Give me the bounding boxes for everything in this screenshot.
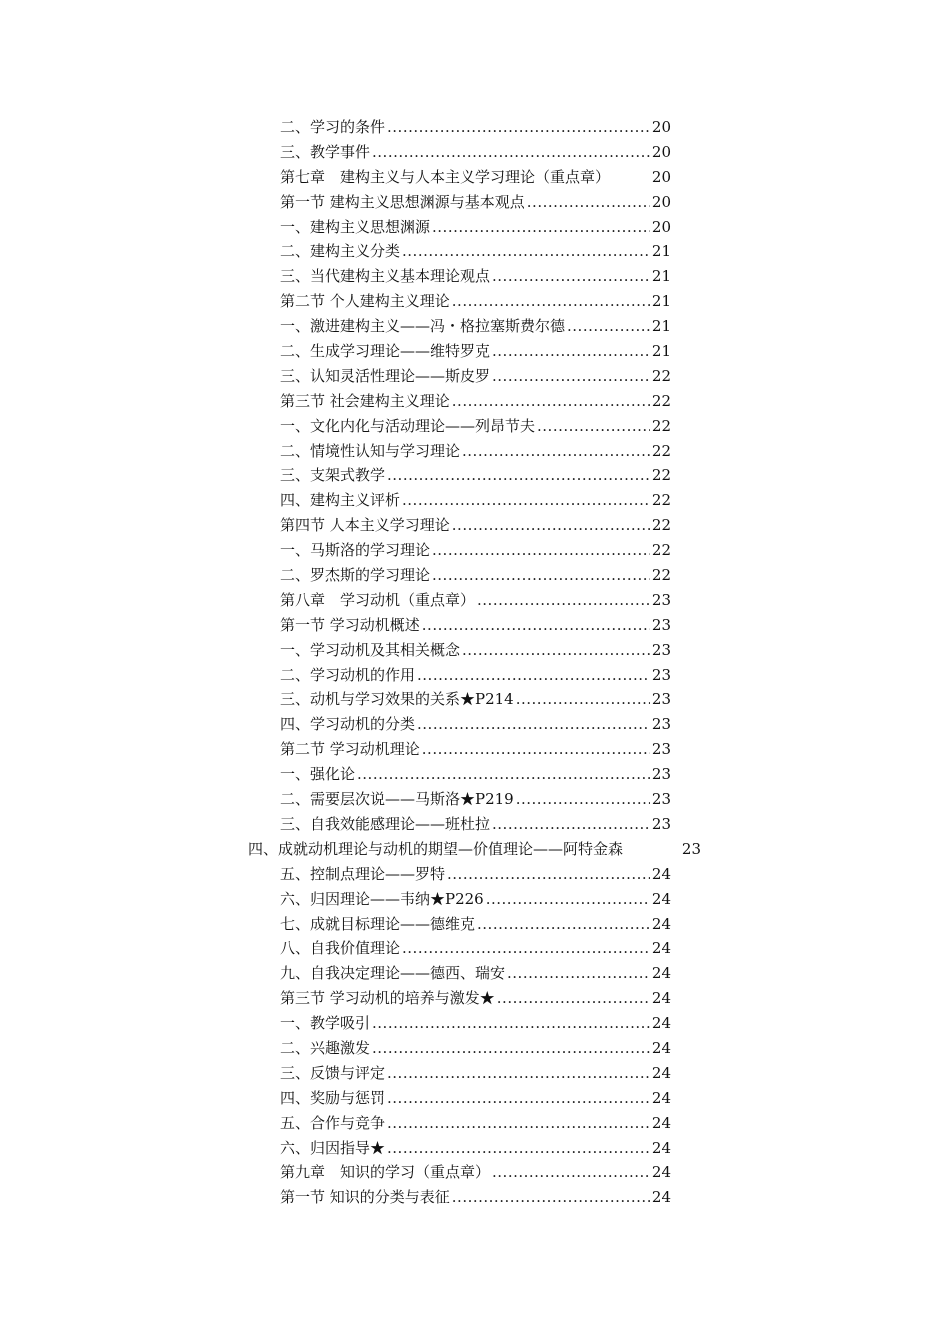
toc-entry-title: 九、自我决定理论——德西、瑞安: [280, 964, 506, 983]
toc-leader-dots: [486, 887, 650, 912]
toc-entry-page: 22: [651, 516, 671, 535]
toc-row: [0, 463, 950, 488]
toc-entry-page: 22: [651, 366, 671, 385]
table-of-contents: [0, 115, 950, 1210]
toc-entry-title: 二、需要层次说——马斯洛★P219: [280, 790, 514, 809]
toc-entry-page: 23: [651, 640, 671, 659]
toc-entry-title: 四、学习动机的分类: [280, 715, 416, 734]
toc-entry-title: 二、情境性认知与学习理论: [280, 441, 461, 460]
toc-leader-dots: [492, 812, 650, 837]
toc-entry-section[interactable]: [280, 737, 671, 762]
toc-entry-title: 第二节 个人建构主义理论: [280, 292, 450, 311]
toc-leader-dots: [417, 663, 650, 688]
toc-row: [0, 264, 950, 289]
toc-entry-title: 一、学习动机及其相关概念: [280, 640, 461, 659]
toc-row: [0, 1061, 950, 1086]
toc-entry-title: 六、归因指导★: [280, 1138, 386, 1157]
toc-entry-page: 24: [651, 914, 671, 933]
toc-entry-title: 二、生成学习理论——维特罗克: [280, 342, 491, 361]
toc-entry-page: 23: [651, 790, 671, 809]
toc-row: [0, 538, 950, 563]
toc-entry[interactable]: [280, 712, 671, 737]
toc-row: [0, 1036, 950, 1061]
toc-row: [0, 912, 950, 937]
toc-entry[interactable]: [280, 1011, 671, 1036]
toc-entry-title: 一、强化论: [280, 765, 356, 784]
toc-entry-page: 24: [651, 1188, 671, 1207]
toc-entry[interactable]: [280, 912, 671, 937]
toc-entry[interactable]: [280, 862, 671, 887]
toc-entry-page: 21: [651, 292, 671, 311]
toc-leader-dots: [462, 439, 650, 464]
toc-leader-dots: [432, 563, 650, 588]
toc-entry-title: 二、学习的条件: [280, 118, 386, 136]
toc-leader-dots: [432, 215, 650, 240]
toc-entry-page: 23: [681, 839, 701, 858]
toc-entry-title: 六、归因理论——韦纳★P226: [280, 889, 484, 908]
toc-entry-page: 20: [651, 217, 671, 236]
toc-row: [0, 488, 950, 513]
toc-entry[interactable]: [280, 538, 671, 563]
toc-entry-title: 七、成就目标理论——德维克: [280, 914, 476, 933]
toc-leader-dots: [452, 389, 650, 414]
toc-row: [0, 712, 950, 737]
toc-entry-page: 24: [651, 1014, 671, 1033]
toc-entry-page: 20: [651, 118, 671, 136]
toc-entry-title: 二、兴趣激发: [280, 1038, 371, 1057]
toc-entry[interactable]: [280, 563, 671, 588]
toc-leader-dots: [462, 638, 650, 663]
toc-entry-title: 四、建构主义评析: [280, 491, 401, 510]
toc-entry-title: 第四节 人本主义学习理论: [280, 516, 450, 535]
toc-leader-dots: [372, 1036, 650, 1061]
toc-entry-page: 24: [651, 939, 671, 958]
toc-entry-title: 第八章 学习动机（重点章）: [280, 590, 476, 609]
toc-entry-title: 一、文化内化与活动理论——列昂节夫: [280, 416, 536, 435]
toc-entry[interactable]: [280, 488, 671, 513]
toc-entry-page: 24: [651, 1088, 671, 1107]
toc-entry[interactable]: [280, 961, 671, 986]
toc-entry-page: 24: [651, 1063, 671, 1082]
toc-entry-title: 八、自我价值理论: [280, 939, 401, 958]
toc-entry[interactable]: [280, 239, 671, 264]
toc-entry-title: 三、动机与学习效果的关系★P214: [280, 690, 514, 709]
toc-entry-page: 24: [651, 1038, 671, 1057]
toc-entry-page: 22: [651, 466, 671, 485]
toc-leader-dots: [402, 488, 650, 513]
toc-leader-dots: [387, 1111, 650, 1136]
toc-leader-dots: [387, 1061, 650, 1086]
toc-entry-page: 23: [651, 690, 671, 709]
toc-entry[interactable]: [280, 936, 671, 961]
toc-entry-page: 24: [651, 1113, 671, 1132]
toc-leader-dots: [516, 687, 650, 712]
toc-entry-title: 四、成就动机理论与动机的期望—价值理论——阿特金森: [248, 839, 624, 858]
toc-entry-title: 第一节 知识的分类与表征: [280, 1188, 450, 1207]
toc-entry-page: 22: [651, 541, 671, 560]
toc-row: [0, 239, 950, 264]
toc-entry-title: 第一节 建构主义思想渊源与基本观点: [280, 192, 525, 211]
toc-entry[interactable]: [280, 140, 671, 165]
toc-leader-dots: [507, 961, 650, 986]
toc-row: [0, 563, 950, 588]
toc-row: [0, 613, 950, 638]
toc-entry-page: 22: [651, 491, 671, 510]
toc-row: [0, 513, 950, 538]
toc-entry[interactable]: [280, 1036, 671, 1061]
toc-entry-page: 23: [651, 590, 671, 609]
toc-entry[interactable]: [280, 439, 671, 464]
toc-entry[interactable]: [280, 1136, 671, 1161]
toc-leader-dots: [387, 115, 650, 140]
toc-entry[interactable]: [280, 314, 671, 339]
toc-row: [0, 314, 950, 339]
toc-entry-page: 23: [651, 665, 671, 684]
toc-entry-page: 21: [651, 267, 671, 286]
toc-entry[interactable]: [280, 115, 671, 140]
toc-entry-section[interactable]: [280, 986, 671, 1011]
toc-entry-page: 22: [651, 441, 671, 460]
toc-row: [0, 1160, 950, 1185]
toc-row: [0, 190, 950, 215]
toc-entry-title: 二、学习动机的作用: [280, 665, 416, 684]
toc-row: [0, 961, 950, 986]
toc-entry[interactable]: [280, 663, 671, 688]
toc-entry-title: 三、反馈与评定: [280, 1063, 386, 1082]
toc-entry-title: 三、支架式教学: [280, 466, 386, 485]
toc-entry-page: 23: [651, 740, 671, 759]
toc-leader-dots: [387, 1086, 650, 1111]
toc-entry[interactable]: [280, 812, 671, 837]
toc-entry-title: 三、自我效能感理论——班杜拉: [280, 814, 491, 833]
toc-entry-page: 23: [651, 615, 671, 634]
toc-row: [0, 1136, 950, 1161]
toc-entry[interactable]: [280, 762, 671, 787]
toc-entry-chapter[interactable]: [280, 1160, 671, 1185]
toc-entry[interactable]: [280, 339, 671, 364]
toc-entry-title: 五、合作与竞争: [280, 1113, 386, 1132]
toc-entry-title: 一、马斯洛的学习理论: [280, 541, 431, 560]
toc-leader-dots: [497, 986, 650, 1011]
toc-row: [0, 165, 950, 190]
toc-entry-page: 20: [651, 167, 671, 186]
toc-leader-dots: [357, 762, 650, 787]
toc-entry[interactable]: [280, 463, 671, 488]
toc-leader-dots: [402, 239, 650, 264]
toc-entry[interactable]: [280, 414, 671, 439]
toc-entry-title: 一、教学吸引: [280, 1014, 371, 1033]
toc-leader-dots: [372, 140, 650, 165]
toc-entry-page: 20: [651, 192, 671, 211]
toc-entry[interactable]: [280, 887, 671, 912]
toc-entry-title: 第三节 学习动机的培养与激发★: [280, 989, 495, 1008]
toc-entry-title: 第九章 知识的学习（重点章）: [280, 1163, 491, 1182]
toc-row: [0, 663, 950, 688]
toc-entry[interactable]: [280, 364, 671, 389]
toc-entry-page: 22: [651, 391, 671, 410]
toc-leader-dots: [417, 712, 650, 737]
toc-leader-dots: [492, 339, 650, 364]
toc-row: [0, 414, 950, 439]
toc-leader-dots: [516, 787, 650, 812]
toc-entry-section[interactable]: [280, 1185, 671, 1210]
toc-row: [0, 1111, 950, 1136]
toc-entry-page: 23: [651, 765, 671, 784]
toc-entry-section[interactable]: [280, 513, 671, 538]
toc-entry-page: 23: [651, 814, 671, 833]
toc-entry-title: 二、建构主义分类: [280, 242, 401, 261]
toc-leader-dots: [527, 190, 650, 215]
toc-entry-title: 三、教学事件: [280, 142, 371, 161]
toc-row: [0, 1185, 950, 1210]
toc-row: [0, 215, 950, 240]
toc-entry-title: 第三节 社会建构主义理论: [280, 391, 450, 410]
toc-leader-dots: [387, 1136, 650, 1161]
toc-row: [0, 339, 950, 364]
toc-row: [0, 737, 950, 762]
toc-row: [0, 762, 950, 787]
toc-entry-title: 三、认知灵活性理论——斯皮罗: [280, 366, 491, 385]
toc-entry-title: 第二节 学习动机理论: [280, 740, 420, 759]
toc-entry-title: 第一节 学习动机概述: [280, 615, 420, 634]
toc-leader-dots: [372, 1011, 650, 1036]
toc-leader-dots: [422, 613, 650, 638]
toc-leader-dots: [402, 936, 650, 961]
toc-leader-dots: [492, 1160, 650, 1185]
toc-leader-dots: [432, 538, 650, 563]
toc-leader-dots: [567, 314, 650, 339]
toc-row: [0, 837, 950, 862]
toc-entry-page: 24: [651, 889, 671, 908]
toc-entry-section[interactable]: [280, 289, 671, 314]
toc-leader-dots: [452, 289, 650, 314]
toc-entry[interactable]: [280, 1086, 671, 1111]
toc-leader-dots: [447, 862, 650, 887]
toc-entry[interactable]: [280, 264, 671, 289]
toc-row: [0, 364, 950, 389]
toc-entry-page: 20: [651, 142, 671, 161]
toc-leader-dots: [452, 513, 650, 538]
toc-entry[interactable]: [280, 1061, 671, 1086]
toc-leader-dots: [537, 414, 650, 439]
toc-entry-page: 24: [651, 864, 671, 883]
toc-entry[interactable]: [280, 638, 671, 663]
toc-entry-title: 四、奖励与惩罚: [280, 1088, 386, 1107]
toc-entry-page: 21: [651, 317, 671, 336]
toc-entry-chapter[interactable]: [280, 165, 671, 190]
toc-leader-dots: [452, 1185, 650, 1210]
toc-row: [0, 1011, 950, 1036]
toc-entry-page: 23: [651, 715, 671, 734]
toc-entry[interactable]: [280, 1111, 671, 1136]
toc-entry[interactable]: [280, 687, 671, 712]
toc-leader-dots: [477, 912, 650, 937]
toc-entry[interactable]: [248, 837, 701, 862]
toc-entry-page: 24: [651, 1163, 671, 1182]
toc-entry-title: 五、控制点理论——罗特: [280, 864, 446, 883]
toc-entry-chapter[interactable]: [280, 588, 671, 613]
toc-row: [0, 439, 950, 464]
toc-row: [0, 588, 950, 613]
toc-entry-title: 一、建构主义思想渊源: [280, 217, 431, 236]
toc-entry-title: 二、罗杰斯的学习理论: [280, 566, 431, 585]
toc-entry-title: 第七章 建构主义与人本主义学习理论（重点章）: [280, 167, 611, 186]
toc-entry-title: 一、激进建构主义——冯・格拉塞斯费尔德: [280, 317, 566, 336]
toc-row: [0, 638, 950, 663]
toc-row: [0, 687, 950, 712]
toc-row: [0, 140, 950, 165]
toc-leader-dots: [387, 463, 650, 488]
toc-entry-page: 21: [651, 242, 671, 261]
toc-entry-page: 24: [651, 989, 671, 1008]
toc-entry-page: 21: [651, 342, 671, 361]
toc-entry-title: 三、当代建构主义基本理论观点: [280, 267, 491, 286]
toc-entry-page: 22: [651, 416, 671, 435]
toc-row: [0, 936, 950, 961]
toc-entry-page: 24: [651, 964, 671, 983]
toc-leader-dots: [422, 737, 650, 762]
toc-row: [0, 862, 950, 887]
toc-entry-section[interactable]: [280, 389, 671, 414]
toc-entry-section[interactable]: [280, 190, 671, 215]
toc-leader-dots: [477, 588, 650, 613]
toc-row: [0, 1086, 950, 1111]
toc-entry-section[interactable]: [280, 613, 671, 638]
toc-entry[interactable]: [280, 787, 671, 812]
toc-entry-page: 22: [651, 566, 671, 585]
toc-entry-page: 24: [651, 1138, 671, 1157]
toc-row: [0, 389, 950, 414]
toc-row: [0, 812, 950, 837]
toc-row: [0, 787, 950, 812]
toc-leader-dots: [492, 364, 650, 389]
toc-row: [0, 289, 950, 314]
toc-row: [0, 887, 950, 912]
toc-leader-dots: [492, 264, 650, 289]
toc-row: [0, 986, 950, 1011]
toc-entry[interactable]: [280, 215, 671, 240]
toc-row: [0, 115, 950, 140]
